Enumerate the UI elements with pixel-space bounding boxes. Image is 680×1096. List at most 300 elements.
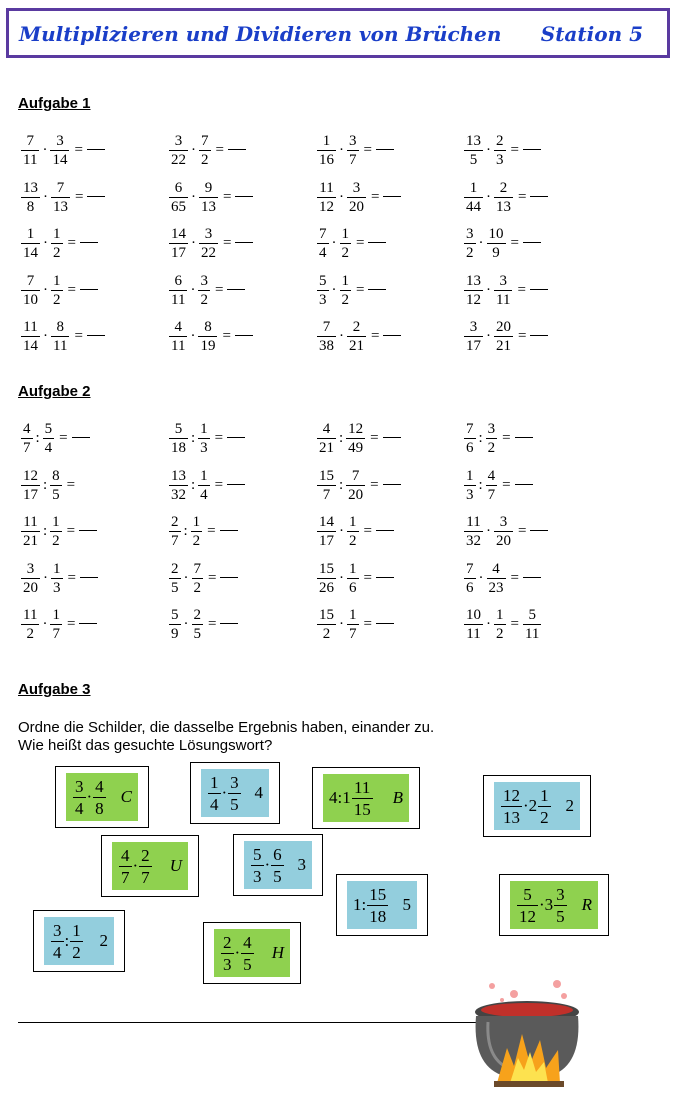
answer-blank[interactable] bbox=[368, 289, 386, 290]
fraction bbox=[198, 421, 210, 456]
fraction bbox=[93, 777, 106, 818]
fraction bbox=[51, 226, 63, 261]
denominator: 17 bbox=[23, 486, 38, 503]
fraction bbox=[494, 180, 513, 215]
fraction bbox=[21, 180, 40, 215]
numerator: 2 bbox=[171, 514, 179, 530]
numerator: 1 bbox=[53, 272, 61, 289]
answer-blank[interactable] bbox=[383, 335, 401, 336]
numerator: 5 bbox=[528, 607, 536, 623]
answer-blank[interactable] bbox=[220, 530, 238, 531]
fraction bbox=[199, 180, 218, 215]
operator: : bbox=[339, 430, 344, 446]
sign-card[interactable] bbox=[55, 766, 149, 828]
numerator: 2 bbox=[141, 845, 150, 865]
denominator: 12 bbox=[319, 198, 334, 215]
sign-expression bbox=[214, 929, 290, 977]
sign-operator: 4:1 bbox=[329, 788, 351, 807]
denominator: 16 bbox=[319, 152, 334, 168]
answer-blank[interactable] bbox=[235, 335, 253, 336]
answer-blank[interactable] bbox=[530, 289, 548, 290]
sign-card[interactable] bbox=[203, 922, 301, 984]
operator: : bbox=[478, 430, 483, 446]
fraction bbox=[494, 133, 506, 168]
denominator: 4 bbox=[200, 486, 208, 503]
denominator: 21 bbox=[23, 533, 38, 549]
problem bbox=[20, 468, 78, 503]
numerator: 5 bbox=[44, 421, 53, 437]
fraction bbox=[169, 319, 187, 354]
answer-blank[interactable] bbox=[523, 242, 541, 243]
fraction bbox=[317, 226, 329, 261]
answer-blank[interactable] bbox=[235, 196, 253, 197]
sign-operator: · bbox=[132, 856, 139, 875]
numerator: 11 bbox=[23, 319, 38, 335]
numerator: 5 bbox=[171, 607, 179, 623]
answer-blank[interactable] bbox=[530, 530, 548, 531]
denominator: 13 bbox=[53, 198, 68, 215]
sign-expression bbox=[494, 782, 580, 830]
answer-blank[interactable] bbox=[368, 242, 386, 243]
answer-blank[interactable] bbox=[227, 437, 245, 438]
numerator: 6 bbox=[273, 844, 282, 864]
denominator: 18 bbox=[171, 440, 186, 456]
sign-operator: : bbox=[64, 931, 70, 950]
sign-number: 2 bbox=[99, 931, 108, 950]
equals-sign: = bbox=[214, 430, 224, 446]
fraction bbox=[464, 273, 483, 308]
answer-blank[interactable] bbox=[383, 484, 401, 485]
operator: · bbox=[486, 328, 491, 344]
sign-number: 4 bbox=[254, 783, 263, 802]
sign-card[interactable] bbox=[33, 910, 125, 972]
denominator: 5 bbox=[230, 794, 239, 814]
equals-sign: = bbox=[502, 430, 511, 446]
equals-sign: = bbox=[363, 616, 372, 632]
denominator: 4 bbox=[75, 798, 84, 818]
numerator: 2 bbox=[499, 179, 508, 196]
operator: · bbox=[486, 142, 491, 158]
denominator: 7 bbox=[121, 867, 130, 887]
sign-operator: · bbox=[264, 855, 271, 874]
answer-blank[interactable] bbox=[87, 196, 105, 197]
equals-sign: = bbox=[208, 616, 217, 632]
numerator: 1 bbox=[540, 785, 549, 805]
fraction bbox=[50, 133, 69, 168]
equals-sign: = bbox=[59, 430, 68, 446]
sign-card[interactable] bbox=[233, 834, 323, 896]
fraction bbox=[43, 421, 55, 456]
sign-card[interactable] bbox=[336, 874, 428, 936]
answer-blank[interactable] bbox=[220, 623, 238, 624]
problem bbox=[316, 180, 401, 215]
operator: · bbox=[190, 281, 196, 298]
problem bbox=[316, 561, 394, 596]
sign-expression bbox=[112, 842, 188, 890]
numerator: 1 bbox=[53, 560, 61, 577]
answer-blank[interactable] bbox=[383, 196, 401, 197]
problem bbox=[168, 468, 245, 503]
denominator: 3 bbox=[466, 486, 474, 503]
answer-blank[interactable] bbox=[235, 242, 253, 243]
operator: : bbox=[183, 523, 188, 539]
numerator: 4 bbox=[95, 776, 104, 796]
denominator: 20 bbox=[496, 533, 511, 549]
denominator: 13 bbox=[503, 807, 520, 827]
numerator: 3 bbox=[200, 272, 208, 289]
problem bbox=[168, 561, 238, 596]
problem bbox=[168, 180, 253, 215]
sign-expression bbox=[510, 881, 598, 929]
fraction bbox=[367, 885, 388, 926]
answer-blank[interactable] bbox=[376, 577, 394, 578]
numerator: 1 bbox=[341, 272, 349, 289]
numerator: 13 bbox=[466, 272, 481, 289]
operator: · bbox=[43, 569, 48, 586]
fraction bbox=[199, 133, 211, 168]
numerator: 5 bbox=[523, 884, 532, 904]
worksheet-title: Multiplizieren und Dividieren von Brüchen bbox=[19, 22, 502, 46]
fraction bbox=[494, 319, 513, 354]
numerator: 3 bbox=[75, 776, 84, 796]
numerator: 1 bbox=[349, 514, 357, 530]
answer-blank[interactable] bbox=[523, 577, 541, 578]
numerator: 7 bbox=[26, 272, 35, 289]
equals-sign: = bbox=[510, 616, 519, 632]
fraction bbox=[501, 786, 522, 827]
operator: · bbox=[43, 235, 48, 251]
fraction bbox=[486, 468, 498, 503]
fraction bbox=[487, 561, 506, 596]
problem bbox=[316, 468, 401, 503]
equals-sign: = bbox=[223, 235, 232, 251]
answer-blank[interactable] bbox=[515, 484, 533, 485]
sign-expression bbox=[244, 841, 312, 889]
operator: · bbox=[42, 616, 48, 632]
problem bbox=[316, 319, 401, 354]
numerator: 15 bbox=[319, 607, 334, 623]
fraction bbox=[464, 226, 476, 261]
sign-letter: B bbox=[392, 788, 403, 807]
aufgabe2-heading: Aufgabe 2 bbox=[18, 383, 91, 400]
answer-blank[interactable] bbox=[227, 289, 245, 290]
cauldron-icon bbox=[462, 978, 592, 1090]
sign-card[interactable] bbox=[190, 762, 280, 824]
numerator: 13 bbox=[466, 133, 481, 149]
denominator: 5 bbox=[556, 906, 565, 926]
fraction bbox=[464, 180, 483, 215]
equals-sign: = bbox=[510, 569, 519, 586]
numerator: 4 bbox=[174, 319, 182, 335]
answer-blank[interactable] bbox=[80, 577, 98, 578]
numerator: 3 bbox=[499, 272, 507, 289]
denominator: 17 bbox=[319, 533, 334, 549]
denominator: 65 bbox=[171, 198, 186, 215]
sign-expression bbox=[44, 917, 114, 965]
denominator: 11 bbox=[171, 291, 186, 308]
problem bbox=[463, 226, 541, 261]
operator: · bbox=[183, 569, 189, 586]
denominator: 2 bbox=[487, 440, 496, 456]
fraction bbox=[317, 561, 336, 596]
fraction bbox=[70, 921, 83, 962]
denominator: 38 bbox=[319, 338, 334, 354]
denominator: 7 bbox=[322, 486, 331, 503]
numerator: 5 bbox=[253, 844, 262, 864]
numerator: 7 bbox=[56, 179, 65, 196]
fraction bbox=[464, 561, 476, 596]
numerator: 7 bbox=[26, 133, 34, 149]
denominator: 11 bbox=[496, 291, 511, 308]
sign-expression bbox=[347, 881, 417, 929]
equals-sign: = bbox=[502, 476, 511, 493]
fraction bbox=[554, 885, 567, 926]
fraction bbox=[251, 845, 264, 886]
sign-operator: 1: bbox=[353, 895, 367, 914]
equals-sign: = bbox=[363, 569, 372, 586]
denominator: 3 bbox=[200, 440, 208, 456]
fraction bbox=[228, 773, 241, 814]
answer-blank[interactable] bbox=[72, 437, 90, 438]
operator: · bbox=[486, 281, 491, 298]
equals-sign: = bbox=[510, 235, 519, 251]
fraction bbox=[317, 273, 329, 308]
denominator: 44 bbox=[466, 198, 481, 215]
numerator: 1 bbox=[200, 421, 208, 437]
fraction bbox=[317, 319, 336, 354]
sign-card[interactable] bbox=[312, 767, 420, 829]
numerator: 1 bbox=[496, 607, 504, 623]
equals-sign: = bbox=[371, 328, 380, 344]
denominator: 22 bbox=[171, 152, 186, 168]
fraction bbox=[347, 607, 359, 642]
problem bbox=[463, 180, 548, 215]
numerator: 15 bbox=[319, 560, 334, 577]
denominator: 21 bbox=[349, 338, 364, 354]
equals-sign: = bbox=[518, 328, 527, 344]
answer-blank[interactable] bbox=[80, 289, 98, 290]
fraction bbox=[169, 607, 181, 642]
denominator: 22 bbox=[201, 245, 216, 261]
numerator: 14 bbox=[171, 226, 186, 242]
answer-blank[interactable] bbox=[515, 437, 533, 438]
denominator: 17 bbox=[171, 245, 186, 261]
fraction bbox=[169, 561, 181, 596]
denominator: 2 bbox=[53, 245, 61, 261]
denominator: 2 bbox=[193, 579, 201, 596]
fraction bbox=[169, 226, 188, 261]
denominator: 7 bbox=[349, 626, 357, 642]
fraction bbox=[51, 180, 70, 215]
fraction bbox=[346, 421, 365, 456]
denominator: 19 bbox=[200, 338, 216, 354]
fraction bbox=[169, 468, 188, 503]
fraction bbox=[317, 607, 336, 642]
fraction bbox=[51, 319, 69, 354]
numerator: 3 bbox=[499, 514, 508, 530]
sign-letter: H bbox=[271, 943, 284, 962]
sign-card[interactable] bbox=[101, 835, 199, 897]
problem bbox=[463, 273, 548, 308]
operator: · bbox=[478, 235, 484, 251]
numerator: 3 bbox=[174, 133, 183, 149]
denominator: 20 bbox=[348, 486, 364, 503]
answer-blank[interactable] bbox=[80, 242, 98, 243]
fraction bbox=[494, 514, 513, 549]
problem bbox=[168, 514, 238, 549]
numerator: 4 bbox=[492, 560, 500, 577]
fraction bbox=[486, 421, 498, 456]
fraction bbox=[464, 514, 483, 549]
problem bbox=[20, 226, 98, 261]
fraction bbox=[198, 319, 217, 354]
fraction bbox=[352, 778, 373, 819]
fraction bbox=[169, 514, 181, 549]
denominator: 18 bbox=[369, 906, 387, 926]
equals-sign: = bbox=[223, 188, 232, 205]
numerator: 7 bbox=[193, 560, 201, 577]
denominator: 15 bbox=[353, 799, 371, 819]
fraction bbox=[317, 180, 336, 215]
denominator: 3 bbox=[253, 866, 262, 886]
numerator: 1 bbox=[26, 226, 35, 242]
answer-blank[interactable] bbox=[227, 484, 245, 485]
numerator: 11 bbox=[354, 777, 371, 797]
operator: · bbox=[339, 142, 344, 158]
numerator: 3 bbox=[352, 179, 361, 196]
sign-letter: R bbox=[581, 895, 592, 914]
sign-expression bbox=[201, 769, 269, 817]
numerator: 4 bbox=[322, 421, 331, 437]
numerator: 10 bbox=[466, 607, 481, 623]
answer-blank[interactable] bbox=[530, 335, 548, 336]
numerator: 1 bbox=[52, 607, 60, 623]
fraction bbox=[523, 607, 541, 642]
denominator: 7 bbox=[487, 486, 496, 503]
fraction bbox=[317, 133, 336, 168]
denominator: 5 bbox=[273, 866, 282, 886]
sign-operator: ·2 bbox=[523, 796, 538, 815]
numerator: 13 bbox=[23, 179, 38, 196]
equals-sign: = bbox=[207, 523, 216, 539]
numerator: 3 bbox=[487, 421, 496, 437]
answer-blank[interactable] bbox=[376, 149, 394, 150]
numerator: 1 bbox=[322, 133, 331, 149]
problem bbox=[463, 514, 548, 549]
denominator: 7 bbox=[23, 440, 31, 456]
answer-line[interactable] bbox=[18, 1022, 478, 1023]
problem bbox=[316, 607, 394, 642]
numerator: 4 bbox=[243, 932, 252, 952]
operator: · bbox=[339, 328, 344, 344]
operator: · bbox=[478, 569, 484, 586]
answer-blank[interactable] bbox=[79, 623, 97, 624]
denominator: 2 bbox=[201, 152, 209, 168]
numerator: 1 bbox=[469, 179, 478, 196]
answer-blank[interactable] bbox=[87, 335, 105, 336]
equals-sign: = bbox=[214, 476, 224, 493]
answer-blank[interactable] bbox=[523, 149, 541, 150]
equals-sign: = bbox=[518, 523, 527, 539]
fraction bbox=[464, 468, 476, 503]
denominator: 7 bbox=[349, 152, 357, 168]
numerator: 4 bbox=[23, 421, 31, 437]
denominator: 4 bbox=[53, 942, 62, 962]
numerator: 8 bbox=[204, 319, 212, 335]
answer-blank[interactable] bbox=[220, 577, 238, 578]
problem bbox=[316, 133, 394, 168]
denominator: 6 bbox=[349, 579, 357, 596]
fraction bbox=[464, 607, 483, 642]
answer-blank[interactable] bbox=[87, 149, 105, 150]
fraction bbox=[340, 226, 352, 261]
denominator: 2 bbox=[341, 245, 349, 261]
denominator: 6 bbox=[466, 579, 474, 596]
problem bbox=[463, 319, 548, 354]
fraction bbox=[487, 226, 506, 261]
answer-blank[interactable] bbox=[228, 149, 246, 150]
fraction bbox=[340, 273, 352, 308]
fraction bbox=[494, 607, 506, 642]
equals-sign: = bbox=[222, 328, 231, 344]
sign-card[interactable] bbox=[483, 775, 591, 837]
answer-blank[interactable] bbox=[376, 530, 394, 531]
problem bbox=[463, 607, 542, 642]
equals-sign: = bbox=[214, 281, 224, 298]
answer-blank[interactable] bbox=[376, 623, 394, 624]
problem bbox=[463, 561, 541, 596]
operator: · bbox=[486, 188, 491, 205]
problem bbox=[463, 468, 533, 503]
fraction bbox=[169, 273, 187, 308]
problem bbox=[168, 319, 253, 354]
numerator: 4 bbox=[487, 467, 496, 484]
sign-expression bbox=[66, 773, 138, 821]
numerator: 1 bbox=[200, 467, 208, 484]
denominator: 3 bbox=[53, 579, 61, 596]
answer-blank[interactable] bbox=[530, 196, 548, 197]
sign-expression bbox=[323, 774, 409, 822]
fraction bbox=[317, 514, 336, 549]
denominator: 7 bbox=[141, 867, 150, 887]
numerator: 3 bbox=[53, 920, 62, 940]
numerator: 15 bbox=[369, 884, 387, 904]
fraction bbox=[21, 421, 33, 456]
answer-blank[interactable] bbox=[79, 530, 97, 531]
numerator: 1 bbox=[341, 226, 349, 242]
fraction bbox=[51, 921, 64, 962]
numerator: 6 bbox=[174, 272, 182, 289]
denominator: 2 bbox=[322, 626, 331, 642]
fraction bbox=[169, 421, 188, 456]
fraction bbox=[21, 607, 39, 642]
answer-blank[interactable] bbox=[383, 437, 401, 438]
fraction bbox=[50, 468, 62, 503]
equals-sign: = bbox=[208, 569, 217, 586]
numerator: 7 bbox=[322, 319, 331, 335]
fraction bbox=[50, 514, 62, 549]
fraction bbox=[21, 514, 40, 549]
equals-sign: = bbox=[66, 523, 76, 539]
numerator: 12 bbox=[23, 467, 38, 484]
problem bbox=[316, 514, 394, 549]
operator: · bbox=[190, 328, 196, 344]
operator: : bbox=[191, 430, 196, 446]
sign-card[interactable] bbox=[499, 874, 609, 936]
numerator: 8 bbox=[52, 467, 60, 484]
operator: : bbox=[478, 476, 483, 493]
sign-letter: U bbox=[169, 856, 182, 875]
